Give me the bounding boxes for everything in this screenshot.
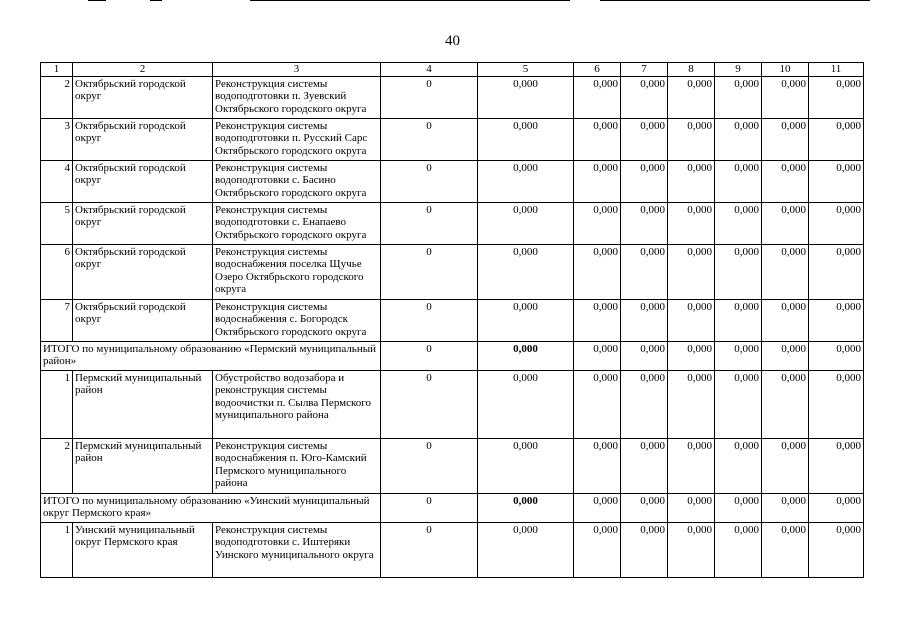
value-col-11: 0,000	[809, 299, 864, 341]
value-col-6: 0,000	[574, 202, 621, 244]
column-number: 6	[574, 63, 621, 77]
value-col-8: 0,000	[668, 160, 715, 202]
table-row	[41, 370, 864, 438]
value-col-6: 0,000	[574, 341, 621, 370]
value-col-8: 0,000	[668, 341, 715, 370]
table-row	[41, 299, 864, 341]
value-col-8: 0,000	[668, 370, 715, 438]
value-col-11: 0,000	[809, 118, 864, 160]
value-col-9: 0,000	[715, 522, 762, 577]
value-col-7: 0,000	[621, 299, 668, 341]
object-name: Реконструкция системы водоподготовки с. Енапаево Октябрьского городского округа	[213, 202, 381, 244]
object-name: Реконструкция системы водоподготовки п. Русский Сарс Октябрьского городского округа	[213, 118, 381, 160]
value-col-9: 0,000	[715, 118, 762, 160]
column-number: 10	[762, 63, 809, 77]
value-col-8: 0,000	[668, 493, 715, 522]
value-col-10: 0,000	[762, 202, 809, 244]
column-number: 9	[715, 63, 762, 77]
municipality-name: Октябрьский городской округ	[73, 202, 213, 244]
value-col-11: 0,000	[809, 160, 864, 202]
municipality-name: Октябрьский городской округ	[73, 160, 213, 202]
value-col-4: 0	[381, 244, 478, 299]
table-row	[41, 202, 864, 244]
municipality-name: Пермский муниципальный район	[73, 438, 213, 493]
value-col-9: 0,000	[715, 202, 762, 244]
value-col-9: 0,000	[715, 493, 762, 522]
value-col-4: 0	[381, 76, 478, 118]
value-col-6: 0,000	[574, 160, 621, 202]
table-row	[41, 522, 864, 577]
value-col-10: 0,000	[762, 438, 809, 493]
value-col-9: 0,000	[715, 299, 762, 341]
municipality-name: Октябрьский городской округ	[73, 118, 213, 160]
total-label: ИТОГО по муниципальному образованию «Пермский муниципальный район»	[41, 341, 381, 370]
total-label: ИТОГО по муниципальному образованию «Уинский муниципальный округ Пермского края»	[41, 493, 381, 522]
table-row	[41, 160, 864, 202]
value-col-7: 0,000	[621, 244, 668, 299]
value-col-8: 0,000	[668, 244, 715, 299]
column-number: 11	[809, 63, 864, 77]
column-number: 1	[41, 63, 73, 77]
budget-table	[40, 62, 864, 578]
value-col-11: 0,000	[809, 370, 864, 438]
value-col-4: 0	[381, 493, 478, 522]
value-col-5: 0,000	[478, 160, 574, 202]
value-col-7: 0,000	[621, 438, 668, 493]
object-name: Реконструкция системы водоснабжения п. Юго-Камский Пермского муниципального района	[213, 438, 381, 493]
value-col-10: 0,000	[762, 118, 809, 160]
value-col-9: 0,000	[715, 244, 762, 299]
object-name: Реконструкция системы водоподготовки с. Иштеряки Уинского муниципального округа	[213, 522, 381, 577]
value-col-8: 0,000	[668, 299, 715, 341]
value-col-5: 0,000	[478, 438, 574, 493]
value-col-5: 0,000	[478, 493, 574, 522]
value-col-5: 0,000	[478, 76, 574, 118]
column-number: 8	[668, 63, 715, 77]
value-col-9: 0,000	[715, 438, 762, 493]
value-col-11: 0,000	[809, 76, 864, 118]
value-col-7: 0,000	[621, 522, 668, 577]
value-col-4: 0	[381, 299, 478, 341]
row-number: 1	[41, 522, 73, 577]
total-row	[41, 341, 864, 370]
value-col-10: 0,000	[762, 76, 809, 118]
value-col-4: 0	[381, 118, 478, 160]
value-col-6: 0,000	[574, 244, 621, 299]
value-col-9: 0,000	[715, 76, 762, 118]
value-col-8: 0,000	[668, 202, 715, 244]
value-col-5: 0,000	[478, 118, 574, 160]
value-col-9: 0,000	[715, 160, 762, 202]
value-col-7: 0,000	[621, 118, 668, 160]
value-col-10: 0,000	[762, 493, 809, 522]
value-col-11: 0,000	[809, 522, 864, 577]
municipality-name: Уинский муниципальный округ Пермского края	[73, 522, 213, 577]
value-col-8: 0,000	[668, 118, 715, 160]
row-number: 4	[41, 160, 73, 202]
table-row	[41, 438, 864, 493]
row-number: 2	[41, 76, 73, 118]
value-col-7: 0,000	[621, 160, 668, 202]
value-col-11: 0,000	[809, 493, 864, 522]
value-col-10: 0,000	[762, 244, 809, 299]
value-col-5: 0,000	[478, 299, 574, 341]
value-col-5: 0,000	[478, 244, 574, 299]
top-rule-1	[88, 0, 106, 1]
table-row	[41, 118, 864, 160]
object-name: Обустройство водозабора и реконструкция системы водоочистки п. Сылва Пермского муниципального района	[213, 370, 381, 438]
object-name: Реконструкция системы водоснабжения поселка Щучье Озеро Октябрьского городского округа	[213, 244, 381, 299]
value-col-5: 0,000	[478, 370, 574, 438]
row-number: 5	[41, 202, 73, 244]
page-number: 40	[445, 33, 460, 49]
value-col-4: 0	[381, 438, 478, 493]
row-number: 3	[41, 118, 73, 160]
value-col-8: 0,000	[668, 522, 715, 577]
object-name: Реконструкция системы водоподготовки с. Басино Октябрьского городского округа	[213, 160, 381, 202]
value-col-7: 0,000	[621, 76, 668, 118]
value-col-7: 0,000	[621, 202, 668, 244]
table-row	[41, 244, 864, 299]
object-name: Реконструкция системы водоподготовки п. Зуевский Октябрьского городского округа	[213, 76, 381, 118]
value-col-6: 0,000	[574, 370, 621, 438]
value-col-6: 0,000	[574, 438, 621, 493]
value-col-7: 0,000	[621, 493, 668, 522]
value-col-5: 0,000	[478, 341, 574, 370]
value-col-6: 0,000	[574, 76, 621, 118]
column-number: 4	[381, 63, 478, 77]
top-rule-2	[150, 0, 162, 1]
municipality-name: Октябрьский городской округ	[73, 76, 213, 118]
row-number: 6	[41, 244, 73, 299]
total-row	[41, 493, 864, 522]
value-col-6: 0,000	[574, 493, 621, 522]
value-col-11: 0,000	[809, 202, 864, 244]
column-number: 7	[621, 63, 668, 77]
value-col-8: 0,000	[668, 438, 715, 493]
column-number: 2	[73, 63, 213, 77]
value-col-6: 0,000	[574, 522, 621, 577]
value-col-10: 0,000	[762, 160, 809, 202]
value-col-7: 0,000	[621, 341, 668, 370]
value-col-9: 0,000	[715, 370, 762, 438]
value-col-6: 0,000	[574, 299, 621, 341]
value-col-7: 0,000	[621, 370, 668, 438]
value-col-4: 0	[381, 341, 478, 370]
value-col-10: 0,000	[762, 370, 809, 438]
row-number: 1	[41, 370, 73, 438]
column-number: 3	[213, 63, 381, 77]
value-col-8: 0,000	[668, 76, 715, 118]
value-col-11: 0,000	[809, 244, 864, 299]
municipality-name: Пермский муниципальный район	[73, 370, 213, 438]
value-col-11: 0,000	[809, 438, 864, 493]
value-col-4: 0	[381, 370, 478, 438]
value-col-4: 0	[381, 522, 478, 577]
object-name: Реконструкция системы водоснабжения с. Богородск Октябрьского городского округа	[213, 299, 381, 341]
column-number-row	[41, 63, 864, 77]
table-body	[41, 63, 864, 578]
value-col-11: 0,000	[809, 341, 864, 370]
column-number: 5	[478, 63, 574, 77]
value-col-4: 0	[381, 160, 478, 202]
row-number: 2	[41, 438, 73, 493]
row-number: 7	[41, 299, 73, 341]
municipality-name: Октябрьский городской округ	[73, 244, 213, 299]
table-row	[41, 76, 864, 118]
value-col-9: 0,000	[715, 341, 762, 370]
value-col-10: 0,000	[762, 299, 809, 341]
value-col-4: 0	[381, 202, 478, 244]
top-rule-4	[600, 0, 870, 1]
value-col-10: 0,000	[762, 341, 809, 370]
value-col-6: 0,000	[574, 118, 621, 160]
value-col-5: 0,000	[478, 202, 574, 244]
municipality-name: Октябрьский городской округ	[73, 299, 213, 341]
value-col-10: 0,000	[762, 522, 809, 577]
top-rule-3	[250, 0, 570, 1]
value-col-5: 0,000	[478, 522, 574, 577]
